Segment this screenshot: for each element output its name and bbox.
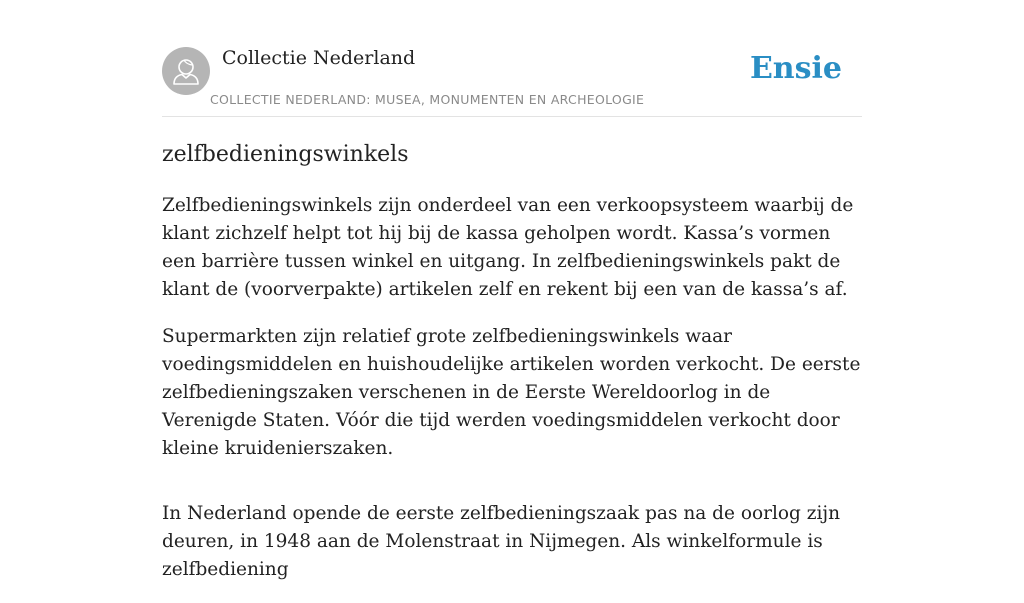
brand-logo[interactable]: Ensie bbox=[749, 51, 842, 86]
article-body bbox=[162, 192, 862, 603]
author-name[interactable]: Collectie Nederland bbox=[222, 47, 416, 69]
paragraph: Supermarkten zijn relatief grote zelfbedieningswinkels waar voedingsmiddelen en huishoudelijke artikelen worden verkocht. De eerste zelfbedieningszaken verschenen in de Eerste Wereldoorlog in de Verenigde Staten. Vóór die tijd werden voedingsmiddelen verkocht door kleine kruidenierszaken. bbox=[162, 326, 861, 459]
avatar[interactable] bbox=[162, 47, 210, 95]
user-icon bbox=[162, 47, 210, 95]
page-title: zelfbedieningswinkels bbox=[162, 142, 409, 167]
paragraph: Zelfbedieningswinkels zijn onderdeel van een verkoopsysteem waarbij de klant zichzelf helpt tot hij bij de kassa geholpen wordt. Kassa’s vormen een barrière tussen winkel en uitgang. In zelfbedieningswinkels pakt de klant de (voorverpakte) artikelen zelf en rekent bij een van de kassa’s af. bbox=[162, 195, 854, 300]
category-label[interactable]: COLLECTIE NEDERLAND: MUSEA, MONUMENTEN EN ARCHEOLOGIE bbox=[210, 92, 645, 107]
header bbox=[162, 46, 862, 117]
paragraph: In Nederland opende de eerste zelfbedieningszaak pas na de oorlog zijn deuren, in 1948 aan de Molenstraat in Nijmegen. Als winkelformule is zelfbediening bbox=[162, 503, 841, 580]
